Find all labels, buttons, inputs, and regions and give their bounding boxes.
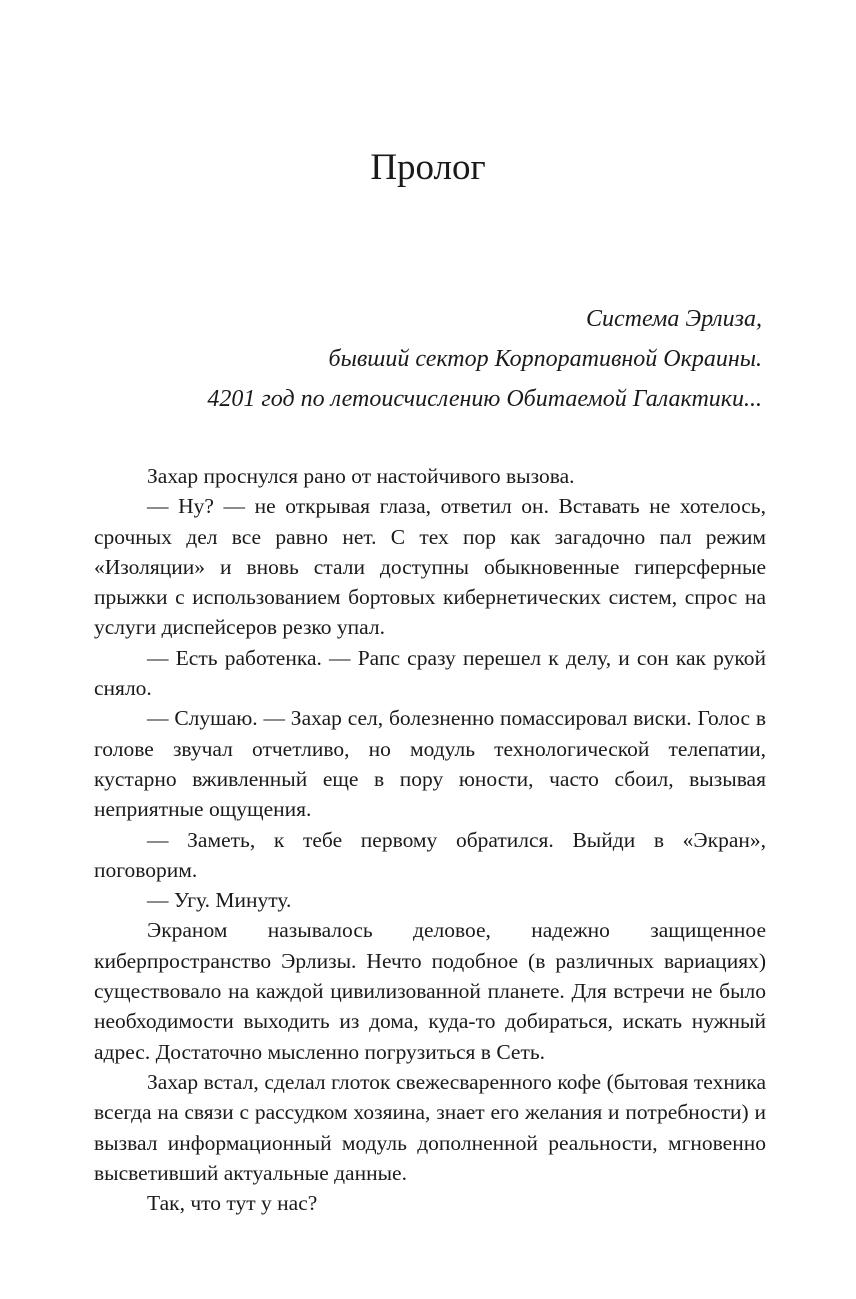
paragraph: — Заметь, к тебе первому обратился. Выйди в «Экран», поговорим.	[94, 827, 766, 882]
paragraph: — Ну? — не открывая глаза, ответил он. Вставать не хотелось, срочных дел все равно нет. С тех пор как загадочно пал режим «Изоляции» и вновь стали доступны обыкновенные гиперсферные прыжки с использованием бортовых кибернетических систем, спрос на услуги диспейсеров резко упал.	[94, 494, 766, 640]
paragraph: — Угу. Минуту.	[147, 888, 292, 913]
chapter-body	[94, 461, 766, 1218]
epigraph-line-date: 4201 год по летоисчислению Обитаемой Галактики...	[207, 386, 762, 412]
paragraph: — Есть работенка. — Рапс сразу перешел к делу, и сон как рукой сняло.	[94, 645, 766, 701]
chapter-title: Пролог	[370, 147, 486, 188]
paragraph: Так, что тут у нас?	[147, 1191, 318, 1216]
paragraph: Захар проснулся рано от настойчивого вызова.	[147, 464, 575, 488]
paragraph: Захар встал, сделал глоток свежесваренного кофе (бытовая техника всегда на связи с рассудком хозяина, знает его желания и потребности) и вызвал информационный модуль дополненной реальности, мгновенно высветивший актуальные данные.	[94, 1069, 766, 1185]
epigraph	[207, 299, 762, 419]
paragraph: — Слушаю. — Захар сел, болезненно помассировал виски. Голос в голове звучал отчетливо, но модуль технологической телепатии, кустарно вживленный еще в пору юности, часто сбоил, вызывая неприятные ощущения.	[94, 706, 766, 822]
epigraph-line-location: Система Эрлиза,	[586, 306, 762, 332]
epigraph-line-sector: бывший сектор Корпоративной Окраины.	[328, 346, 762, 372]
paragraph: Экраном называлось деловое, надежно защищенное киберпространство Эрлизы. Нечто подобное (в различных вариациях) существовало на каждой цивилизованной планете. Для встречи не было необходимости выходить из дома, куда-то добираться, искать нужный адрес. Достаточно мысленно погрузиться в Сеть.	[94, 918, 766, 1064]
